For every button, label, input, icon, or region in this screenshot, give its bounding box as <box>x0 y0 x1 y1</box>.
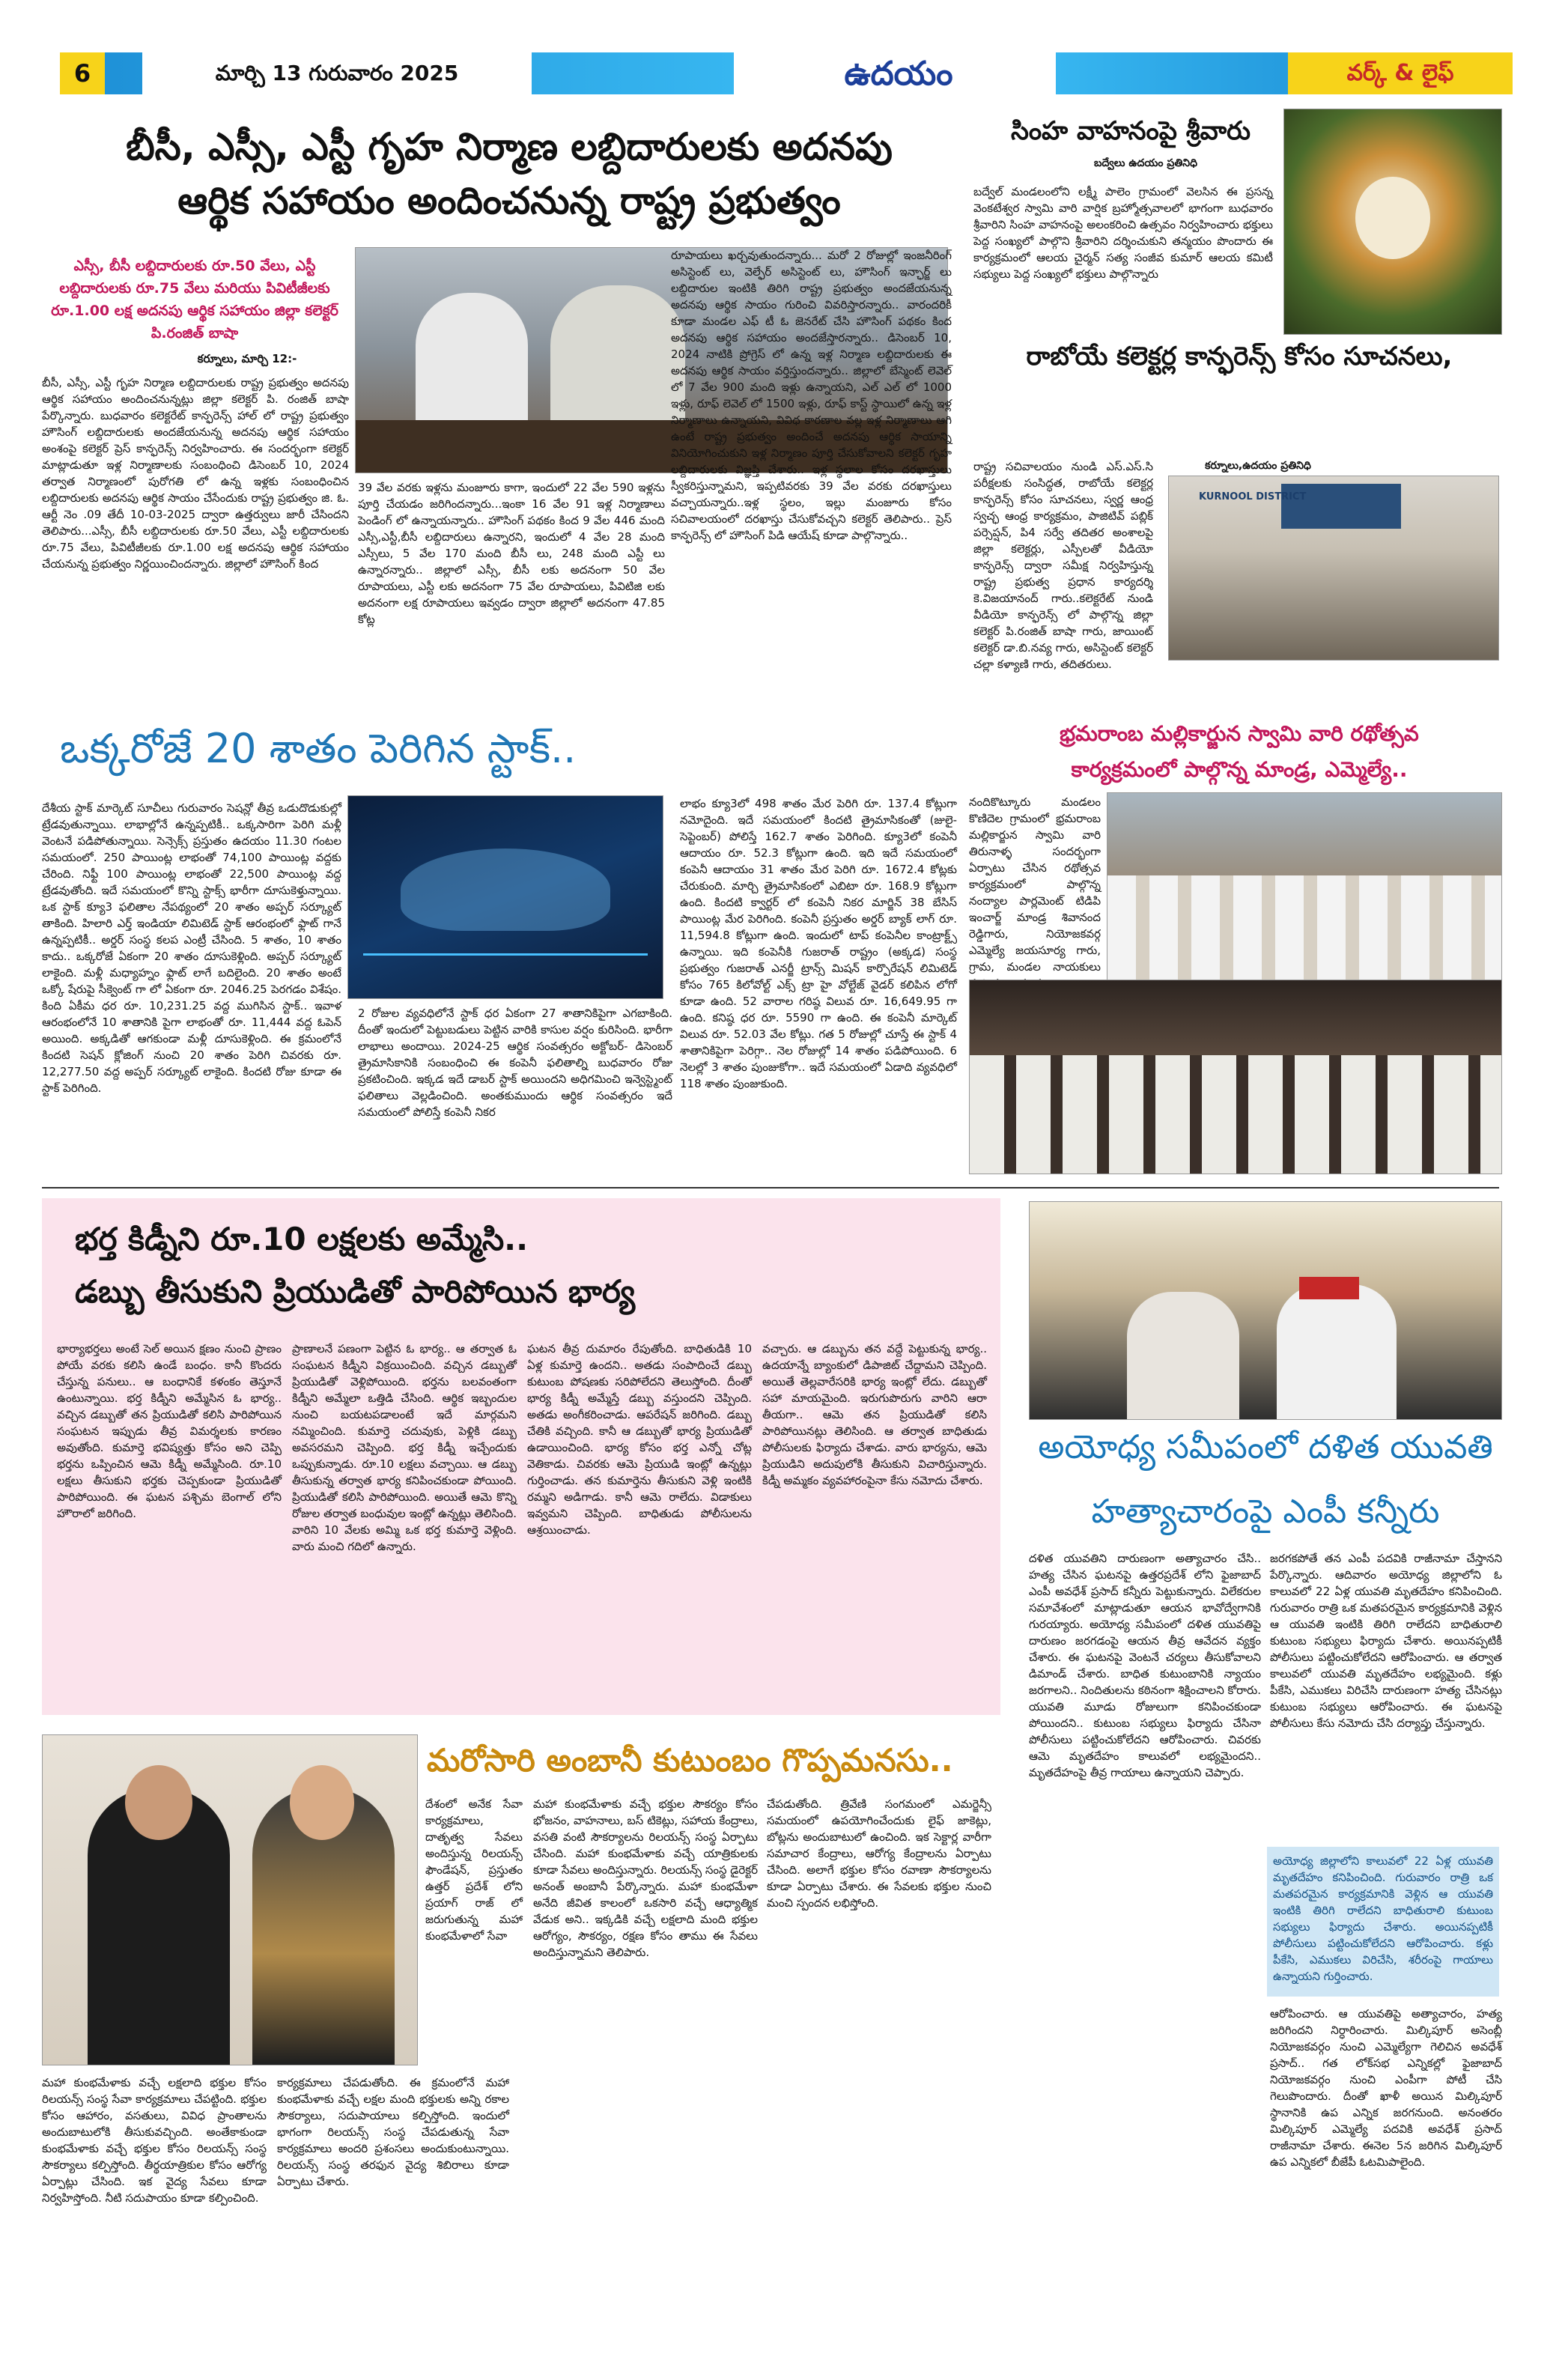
ambani-col-narrow: దేశంలో అనేక సేవా కార్యక్రమాలు, దాతృత్వ సేవలు అందిస్తున్న రిలయన్స్ ఫౌండేషన్, ప్రస్తుతం ఉత్తర్ ప్రదేశ్ లోని ప్రయాగ్ రాజ్ లో జరుగుతున్న మహా కుంభమేళాలో సేవా <box>425 1797 523 1943</box>
ayodhya-boxed-content: అయోధ్య జిల్లాలోని కాలువలో 22 ఏళ్ల యువతి మృతదేహం కనిపించింది. గురువారం రాత్రి ఒక మతపరమైన కార్యక్రమానికి వెళ్లిన ఆ యువతి ఇంటికి తిరిగి రాలేదని బాధితురాలి కుటుంబ సభ్యులు ఫిర్యాదు చేశారు. అయినప్పటికీ పోలీసులు పట్టించుకోలేదని ఆరోపించారు. కళ్లు పీకేసి, ఎముకలు విరిచేసి, శరీరంపై గాయాలు ఉన్నాయని గుర్తించారు. <box>1273 1854 1493 1983</box>
kidney-headline <box>75 1213 973 1318</box>
housing-dateline: కర్నూలు, మార్చి 12:- <box>197 352 297 365</box>
collectors-photo-caption: KURNOOL DISTRICT <box>1199 491 1307 503</box>
rathotsavam-body: నందికొట్కూరు మండలం కొణిదెల గ్రామంలో భ్రమరాంబ మల్లికార్జున స్వామి వారి తిరునాళ్ళ సందర్భంగా ఏర్పాటు చేసిన రథోత్సవ కార్యక్రమంలో పాల్గొన్న నంద్యాల పార్లమెంట్ టిడిపి ఇంచార్జ్ మాండ్ర శివానంద రెడ్డిగారు, నియోజకవర్గ ఎమ్మెల్యే జయసూర్య గారు, గ్రామ, మండల నాయకులు <box>969 795 1101 974</box>
rathotsavam-photo-top <box>1107 792 1502 981</box>
housing-col-3: రూపాయలు ఖర్చవుతుందన్నారు... మరో 2 రోజుల్లో ఇంజనీరింగ్ అసిస్టెంట్ లు, వెల్ఫేర్ అసిస్టెంట్ లు, హౌసింగ్ ఇన్ఛార్జ్ లు లబ్దిదారుల ఇంటికి తిరిగి రాష్ట్ర ప్రభుత్వం అందజేయనున్న అదనపు ఆర్థిక సాయం గురించి వివరిస్తారన్నారు.. వారందరికీ కూడా మండల ఎఫ్ టీ ఓ జెనరేట్ చేసి హౌసింగ్ పథకం కింద అదనపు ఆర్థిక సహాయం అందజేస్తారన్నారు.. డిసెంబర్ 10, 2024 నాటికి ప్రోగ్రెస్ లో ఉన్న ఇళ్ల నిర్మాణ లబ్దిదారులకు ఈ అదనపు ఆర్థిక సాయం వర్తిస్తుందన్నారు.. జిల్లాలో బేస్మెంట్ లెవెల్ లో 7 వేల 900 మంది ఇళ్లు ఉన్నాయని, ఎల్ ఎల్ లో 1000 ఇళ్లు, రూఫ్ లెవెల్ లో 1500 ఇళ్లు, రూఫ్ కాస్ట్ స్థాయిలో ఉన్న ఇళ్ల నిర్మాణాలు ఉన్నాయని, వివిధ కారణాల వల్ల ఇళ్ల నిర్మాణాలు ఆగి ఉంటే రాష్ట్ర ప్రభుత్వం అందించే అదనపు ఆర్థిక సాయాన్ని వినియోగించుకుని ఇళ్ల నిర్మాణం పూర్తి చేసుకోవాలని కలెక్టర్ గృహ లబ్దిదారులకు విజ్ఞప్తి చేశారు.. ఇళ్ల స్థలాల కోసం దరఖాస్తులు స్వీకరిస్తున్నామని, ఇప్పటివరకు 39 వేల వరకు దరఖాస్తులు వచ్చాయన్నారు..ఇళ్ల స్థలం, ఇల్లు మంజూరు కోసం సచివాలయంలో దరఖాస్తు చేసుకోవచ్చని కలెక్టర్ తెలిపారు.. ప్రెస్ కాన్ఫరెన్స్ లో హౌసింగ్ పిడి ఆయేష్ కూడా పాల్గొన్నారు.. <box>671 249 952 542</box>
kidney-col-1: భార్యాభర్తలు అంటే సెల్ అయిన క్షణం నుంచి ప్రాణం పోయే వరకు కలిసి ఉండే బంధం. కానీ కొందరు చేస్తున్న పనులు.. ఆ బంధానికే కళంకం తెస్తూనే ఉంటున్నాయి. భర్త కిడ్నీని అమ్మేసిన ఓ భార్య.. వచ్చిన డబ్బుతో తన ప్రియుడితో కలిసి పారిపోయిన సంఘటన ఇప్పుడు తీవ్ర విమర్శలకు కారణం అవుతోంది. కుమార్తె భవిష్యత్తు కోసం అని చెప్పి భర్తను ఒప్పించిన ఆమె కిడ్నీ అమ్మేసింది. రూ.10 లక్షలు తీసుకుని భర్తకు చెప్పకుండా ప్రియుడితో పారిపోయింది. ఈ ఘటన పశ్చిమ బెంగాల్ లోని హౌరాలో జరిగింది. <box>57 1342 282 1520</box>
stock-col-3: లాభం క్యూ3లో 498 శాతం మేర పెరిగి రూ. 137.4 కోట్లుగా నమోదైంది. ఇదే సమయంలో కిందటి త్రైమాసికంతో (జులై- సెప్టెంబర్) పోలిస్తే 162.7 శాతం పెరిగింది. క్యూ3లో కంపెనీ ఆదాయం రూ. 52.3 కోట్లుగా ఉంది. ఇది ఇదే సమయంలో కంపెనీ ఆదాయం 31 శాతం మేర పెరిగి రూ. 1672.4 కోట్లకు చేరుకుంది. మార్చి త్రైమాసికంలో ఎబిటా రూ. 168.9 కోట్లుగా ఉంది. కిందటి క్వార్టర్ లో కంపెనీ నికర మార్జిన్ 38 బేసిస్ పాయింట్ల మేర పెరిగింది. కంపెనీ ప్రస్తుతం అర్డర్ బ్యాక్ లాగ్ రూ. 11,594.8 కోట్లుగా ఉంది. ఇందులో టాప్ కంపెనీల కాంట్రాక్ట్స్ ఉన్నాయి. ఇది కంపెనీకి గుజరాత్ రాష్ట్రం (అక్కడ) సంస్థ ప్రభుత్వం గుజరాత్ ఎనర్జీ ట్రాన్స్ మిషన్ కార్పొరేషన్ లిమిటెడ్ కోసం 765 కిలోవోల్ట్ ఎక్స్ ట్రా హై వోల్టేజ్ వైడర్ కలిపిన లోగో కూడా ఉంది. 52 వారాల గరిష్ఠ విలువ రూ. 16,649.95 గా ఉంది. కనిష్ఠ ధర రూ. 5590 గా ఉంది. ఈ కంపెనీ మార్కెట్ విలువ రూ. 52.03 వేల కోట్లు. గత 5 రోజుల్లో చూస్తే ఈ స్టాక్ 4 శాతానికిపైగా పెరిగ్గా.. నెల రోజుల్లో 14 శాతం పడిపోయింది. 6 నెలల్లో 3 శాతం పుంజుకోగా.. ఇదే సమయంలో ఏడాది వ్యవధిలో 118 శాతం పుంజుకుంది. <box>680 797 957 1090</box>
ayodhya-col-2-tail: ఆరోపించారు. ఆ యువతిపై అత్యాచారం, హత్య జరిగిందని నిర్ధారించారు. మిల్కిపూర్ అసెంబ్లీ నియోజకవర్గం నుంచి ఎమ్మెల్యేగా గెలిచిన అవధేశ్ ప్రసాద్.. గత లోక్‌సభ ఎన్నికల్లో ఫైజాబాద్ నియోజకవర్గం నుంచి ఎంపీగా పోటీ చేసి గెలుపొందారు. దీంతో ఖాళీ అయిన మిల్కిపూర్ స్థానానికి ఉప ఎన్నిక జరగనుంది. అనంతరం మిల్కిపూర్ ఎమ్మెల్యే పదవికి అవధేశ్ ప్రసాద్ రాజీనామా చేశారు. ఈనెల 5న జరిగిన మిల్కిపూర్ ఉప ఎన్నికలో బీజేపీ ఓటమిపాలైంది. <box>1270 2007 1502 2169</box>
date-box <box>142 52 532 94</box>
ayodhya-photo-cap <box>1299 1277 1359 1299</box>
ambani-col-under-photo: మహా కుంభమేళాకు వచ్చే లక్షలాది భక్తుల కోసం రిలయన్స్ సంస్థ సేవా కార్యక్రమాలు చేపట్టింది. భక్తుల కోసం ఆహారం, వసతులు, వివిధ ప్రాంతాలను అందుబాటులోకి తీసుకువచ్చింది. అంతేకాకుండా కుంభమేళాకు వచ్చే భక్తుల కోసం రిలయన్స్ సంస్థ సౌకర్యాలు కల్పిస్తోంది. తీర్థయాత్రికుల కోసం ఆరోగ్య ఏర్పాట్లు చేసింది. ఇక వైద్య సేవలు కూడా నిర్వహిస్తోంది. నీటి సదుపాయం కూడా కల్పించింది. <box>42 2076 267 2205</box>
page-number: 6 <box>73 59 91 88</box>
collectors-body-top: రాష్ట్ర సచివాలయం నుండి ఎస్.ఎస్.సి పరీక్షలకు సంసిద్ధత, రాబోయే కలెక్టర్ల కాన్ఫరెన్స్ కోసం సూచనలు, స్వర్ణ ఆంధ్ర స్వచ్ఛ ఆంధ్ర కార్యక్రమం, పాజిటివ్ పబ్లిక్ పర్సెప్షన్, పి4 సర్వే తదితర అంశాలపై జిల్లా కలెక్టర్లు, ఎస్పీలతో వీడియో కాన్ఫరెన్స్ ద్వారా సమీక్ష నిర్వహిస్తున్న రాష్ట్ర ప్రభుత్వ ప్రధాన కార్యదర్శి కె.విజయానంద్ గారు..కలెక్టరేట్ నుండి వీడియో కాన్ఫరెన్స్ లో పాల్గొన్న జిల్లా కలెక్టర్ పి.రంజిత్ బాషా గారు, జాయింట్ కలెక్టర్ డా.బి.నవ్య గారు, అసిస్టెంట్ కలెక్టర్ చల్లా కళ్యాణి గారు, తదితరులు. <box>973 460 1153 671</box>
collectors-photo-screen <box>1281 484 1401 529</box>
stock-headline: ఒక్కరోజే 20 శాతం పెరిగిన స్టాక్.. <box>60 725 577 772</box>
kidney-col-4: వచ్చారు. ఆ డబ్బును తన వద్దే పెట్టుకున్న భార్య.. ఉదయాన్నే బ్యాంకులో డిపాజిట్ చేద్దామని చెప్పింది. అయితే తెల్లవారేసరికి భార్య ఇంట్లో లేదు. డబ్బుతో సహా మాయమైంది. ఇరుగుపొరుగు వారిని ఆరా తీయగా.. ఆమె తన ప్రియుడితో కలిసి పారిపోయినట్లు తెలిసింది. ఆ తర్వాత బాధితుడు పోలీసులకు ఫిర్యాదు చేశాడు. వారు భార్యను, ఆమె ప్రియుడిని అదుపులోకి తీసుకుని విచారిస్తున్నారు. కిడ్నీ అమ్మకం వ్యవహారంపైనా కేసు నమోదు చేశారు. <box>762 1342 987 1487</box>
masthead <box>60 52 1513 97</box>
kidney-col-2: ప్రాణాలనే పణంగా పెట్టిన ఓ భార్య.. ఆ తర్వాత ఓ సంఘటన కిడ్నీని విక్రయించింది. వచ్చిన డబ్బుతో ప్రియుడితో వెళ్లిపోయింది. భర్తను బలవంతంగా కిడ్నీని అమ్మేలా ఒత్తిడి చేసింది. ఆర్థిక ఇబ్బందుల నుంచి బయటపడాలంటే ఇదే మార్గమని నమ్మించింది. కుమార్తె చదువుకు, పెళ్లికి డబ్బు అవసరమని చెప్పింది. భర్త కిడ్నీ ఇచ్చేందుకు ఒప్పుకున్నాడు. రూ.10 లక్షలు వచ్చాయి. ఆ డబ్బు తీసుకున్న తర్వాత భార్య కనిపించకుండా పోయింది. ప్రియుడితో కలిసి పారిపోయింది. అయితే ఆమె కొన్ని రోజుల తర్వాత బంధువుల ఇంట్లో ఉన్నట్లు తెలిసింది. వారిని 10 వేలకు అమ్మి ఒక భర్త కుమార్తె వెళ్లింది. వారు మంచి గదిలో ఉన్నారు. <box>292 1342 517 1553</box>
housing-headline-line1: బీసీ, ఎస్సీ, ఎస్టీ గృహ నిర్మాణ లబ్దిదారులకు అదనపు <box>126 125 893 169</box>
page-number-box <box>60 52 105 94</box>
collectors-headline: రాబోయే కలెక్టర్ల కాన్ఫరెన్స్ కోసం సూచనలు, <box>1026 341 1453 371</box>
ayodhya-headline-line2: హత్యాచారంపై ఎంపీ కన్నీరు <box>1091 1493 1440 1531</box>
ambani-col-4: మహా కుంభమేళాకు వచ్చే భక్తుల సౌకర్యం కోసం భోజనం, వాహనాలు, బస్ టికెట్లు, సహాయ కేంద్రాలు, వసతి వంటి సౌకర్యాలను రిలయన్స్ సంస్థ ఏర్పాటు చేసింది. మహా కుంభమేళాకు వచ్చే యాత్రికులకు కూడా సేవలు అందిస్తున్నారు. రిలయన్స్ సంస్థ డైరెక్టర్ అనంత్ అంబానీ పేర్కొన్నారు. మహా కుంభమేళా అనేది జీవిత కాలంలో ఒకసారి వచ్చే ఆధ్యాత్మిక వేడుక అని.. ఇక్కడికి వచ్చే లక్షలాది మంది భక్తుల ఆరోగ్యం, సౌకర్యం, రక్షణ కోసం తాము ఈ సేవలు అందిస్తున్నామని తెలిపారు. <box>533 1797 758 1959</box>
ayodhya-photo-person-1 <box>1127 1292 1239 1419</box>
housing-deck: ఎస్సీ, బీసీ లబ్దిదారులకు రూ.50 వేలు, ఎస్టీ లబ్దిదారులకు రూ.75 వేలు మరియు పివిటీజీలకు రూ.1.00 లక్ష అదనపు ఆర్థిక సహాయం జిల్లా కలెక్టర్ పి.రంజిత్ బాషా <box>51 258 338 341</box>
kidney-headline-line1: భర్త కిడ్నీని రూ.10 లక్షలకు అమ్మేసి.. <box>75 1221 529 1257</box>
ayodhya-boxed-text <box>1267 1847 1499 1997</box>
ambani-col-3: కార్యక్రమాలు చేపడుతోంది. ఈ క్రమంలోనే మహా కుంభమేళాకు వచ్చే లక్షల మంది భక్తులకు అన్ని రకాల సౌకర్యాలు, సదుపాయాలు కల్పిస్తోంది. ఇందులో భాగంగా రిలయన్స్ సంస్థ చేపడుతున్న సేవా కార్యక్రమాలు అందరి ప్రశంసలు అందుకుంటున్నాయి. రిలయన్స్ సంస్థ తరఫున వైద్య శిబిరాలు కూడా ఏర్పాటు చేశారు. <box>277 2076 509 2188</box>
stock-photo <box>347 795 663 999</box>
vahanam-byline: బద్వేలు ఉదయం ప్రతినిధి <box>1094 157 1197 169</box>
rathotsavam-headline-line2: కార్యక్రమంలో పాల్గొన్న మాండ్ర, ఎమ్మెల్యే.. <box>1071 757 1408 782</box>
section-box <box>1288 52 1513 94</box>
issue-date: మార్చి 13 గురువారం 2025 <box>215 61 459 85</box>
housing-col-1: బీసీ, ఎస్సీ, ఎస్టీ గృహ నిర్మాణ లబ్దిదారులకు రాష్ట్ర ప్రభుత్వం అదనపు ఆర్థిక సహాయం అందించనున్నట్లు జిల్లా కలెక్టర్ పి. రంజిత్ బాషా పేర్కొన్నారు. బుధవారం కలెక్టరేట్ కాన్ఫరెన్స్ హాల్ లో రాష్ట్ర ప్రభుత్వం హౌసింగ్ లబ్దిదారులకు అందజేయనున్న అదనపు ఆర్థిక సహాయం అంశంపై కలెక్టర్ ప్రెస్ కాన్ఫరెన్స్ నిర్వహించారు. ఈ సందర్భంగా కలెక్టర్ మాట్లాడుతూ ఇళ్ల నిర్మాణాలకు సంబంధించి డిసెంబర్ 10, 2024 తర్వాత నిర్మాణంలో పురోగతి లో ఉన్న ఇళ్లకు సంబంధించిన లబ్దిదారులకు అదనపు ఆర్థిక సాయం చేసేందుకు రాష్ట్ర ప్రభుత్వం జి. ఓ. ఆర్టీ నెం .09 తేదీ 10-03-2025 ద్వారా ఉత్తర్వులు జారీ చేసిందని తెలిపారు...ఎస్సీ, బీసీ లబ్దిదారులకు రూ.50 వేలు, ఎస్టీ లబ్దిదారులకు రూ.75 వేలు, పివిటీజీలకు రూ.1.00 లక్ష అదనపు ఆర్థిక సహాయం చేయనున్న ప్రభుత్వం నిర్ణయించిందన్నారు. జిల్లాలో హౌసింగ్ కింద <box>42 376 349 571</box>
housing-col-2: 39 వేల వరకు ఇళ్లను మంజూరు కాగా, ఇందులో 22 వేల 590 ఇళ్లను పూర్తి చేయడం జరిగిందన్నారు...ఇంకా 16 వేల 91 ఇళ్ల నిర్మాణాలు పెండింగ్ లో ఉన్నాయన్నారు.. హౌసింగ్ పథకం కింద 9 వేల 446 మంది ఎస్సీ,ఎస్టీ,బీసీ లబ్దిదారులు ఉన్నారని, ఇందులో 4 వేల 28 మంది ఎస్సీలు, 5 వేల 170 మంది బీసీ లు, 248 మంది ఎస్టీ లు ఉన్నారన్నారు.. జిల్లాలో ఎస్సీ, బీసీ లకు అదనంగా 50 వేల రూపాయలు, ఎస్టీ లకు అదనంగా 75 వేల రూపాయలు, పివిటిజి లకు అదనంగా లక్ష రూపాయలు ఇవ్వడం ద్వారా జిల్లాలో అదనంగా 47.85 కోట్ల <box>358 481 665 626</box>
housing-headline <box>67 120 951 228</box>
housing-headline-line2: ఆర్థిక సహాయం అందించనున్న రాష్ట్ర ప్రభుత్వం <box>177 179 841 222</box>
crowd-row <box>1107 875 1501 980</box>
ayodhya-photo <box>1029 1201 1502 1420</box>
ambani-col-5: చేపడుతోంది. త్రివేణి సంగమంలో ఎమర్జెన్సీ సమయంలో ఉపయోగించేందుకు లైఫ్ జాకెట్లు, బోట్లను అందుబాటులో ఉంచింది. ఇక సెక్టార్ల వారీగా సమాచార కేంద్రాలు, ఆరోగ్య కేంద్రాలను ఏర్పాటు చేసింది. అలాగే భక్తుల కోసం రవాణా సౌకర్యాలను కూడా ఏర్పాటు చేశారు. ఈ సేవలకు భక్తుల నుంచి మంచి స్పందన లభిస్తోంది. <box>767 1797 991 1910</box>
kidney-headline-line2: డబ్బు తీసుకుని ప్రియుడితో పారిపోయిన భార్య <box>75 1273 636 1310</box>
stock-col-2: 2 రోజుల వ్యవధిలోనే స్టాక్ ధర ఏకంగా 27 శాతానికిపైగా ఎగబాకింది. దీంతో ఇందులో పెట్టుబడులు పెట్టిన వారికి కాసుల వర్షం కురిసింది. భారీగా లాభాలు అందాయి. 2024-25 ఆర్థిక సంవత్సరం అక్టోబర్- డిసెంబర్ త్రైమాసికానికి సంబంధించి ఈ కంపెనీ ఫలితాల్ని బుధవారం రోజు ప్రకటించింది. ఇక్కడ ఇదే డాబర్ స్టాక్ అయిందని అధిగమించి ఇన్వెస్ట్మెంట్ ఫలితాలు వెల్లడించింది. అంతకుముందు ఆర్థిక సంవత్సరం ఇదే సమయంలో పోలిస్తే కంపెనీ నికర <box>358 1007 672 1119</box>
paper-name: ఉదయం <box>844 55 953 93</box>
rathotsavam-headline-line1: భ్రమరాంబ మల్లికార్జున స్వామి వారి రథోత్సవ <box>1060 721 1419 746</box>
kidney-col-3: ఘటన తీవ్ర దుమారం రేపుతోంది. బాధితుడికి 10 ఏళ్ల కుమార్తె ఉందని.. అతడు సంపాదించే డబ్బు కుటుంబ పోషణకు సరిపోలేదని తెలుస్తోంది. దీంతో భార్య కిడ్నీ అమ్మేస్తే డబ్బు వస్తుందని చెప్పింది. అతడు అంగీకరించాడు. ఆపరేషన్ జరిగింది. డబ్బు చేతికి వచ్చింది. కానీ ఆ డబ్బుతో భార్య ప్రియుడితో ఉడాయించింది. భార్య కోసం భర్త ఎన్నో చోట్ల వెతికాడు. చివరకు ఆమె ప్రియుడి ఇంట్లో ఉన్నట్లు గుర్తించాడు. తన కుమార్తెను తీసుకుని వెళ్లి ఇంటికి రమ్మని అడిగాడు. కానీ ఆమె రాలేదు. విడాకులు ఇవ్వమని చెప్పింది. బాధితుడు పోలీసులను ఆశ్రయించాడు. <box>527 1342 752 1537</box>
stock-col-1: దేశీయ స్టాక్ మార్కెట్ సూచీలు గురువారం సెషన్లో తీవ్ర ఒడుదొడుకుల్లో ట్రేడవుతున్నాయి. లాభాల్లోనే ఉన్నప్పటికీ.. ఒక్కసారిగా పెరిగి మళ్లీ వెంటనే పడిపోతున్నాయి. సెన్సెక్స్ ప్రస్తుతం ఉదయం 11.30 గంటల సమయంలో. 250 పాయింట్ల లాభంతో 74,100 పాయింట్ల వద్దకు చేరింది. నిఫ్టీ 100 పాయింట్ల లాభంతో 22,500 పాయింట్ల వద్ద ట్రేడవుతోంది. ఇదే సమయంలో కొన్ని స్టాక్స్ భారీగా దూసుకెళ్తున్నాయి. ఒక స్టాక్ క్యూ3 ఫలితాల నేపథ్యంలో 20 శాతం అప్పర్ సర్క్యూట్ తాకింది. హిలారి ఎర్త్ ఇండియా లిమిటెడ్ స్టాక్ ఆరంభంలో ఫ్లాట్ గానే ఉన్నప్పటికీ.. అర్డర్ సంస్థ కలప ఎంట్రీ చేసింది. 5 శాతం, 10 శాతం కాదు.. ఒక్కరోజే ఏకంగా 20 శాతం దూసుకెళ్లింది. అప్పర్ సర్క్యూట్ లాకైంది. మళ్లీ మధ్యాహ్నం ఫ్లాట్ లాగే బదిలైంది. 20 శాతం అంటే ఒక్కో షేరుపై సీక్వెంట్ గా లో ఏకంగా రూ. 2046.25 పెరగడం విశేషం. కింది ఏకీమ ధర రూ. 10,231.25 వద్ద ముగిసిన స్టాక్.. ఇవాళ ఆరంభంలోనే 10 శాతానికి పైగా లాభంతో రూ. 11,444 వద్ద ఓపెన్ అయింది. అక్కడితో ఆగకుండా మళ్లీ దూసుకెళ్లింది. ఈ క్రమంలోనే కిందటి సెషన్ క్లోజింగ్ నుంచి 20 శాతం పెరిగి చివరకు రూ. 12,277.50 వద్ద అప్పర్ సర్క్యూట్ లాకైంది. కిందటి రోజు కూడా ఈ స్టాక్ పెరిగింది. <box>42 801 341 1095</box>
ambani-photo-man-face <box>125 1765 192 1840</box>
ayodhya-photo-person-2 <box>1277 1284 1397 1419</box>
paper-logo <box>756 52 1041 97</box>
ayodhya-col-1: దళిత యువతిని దారుణంగా అత్యాచారం చేసి.. హత్య చేసిన ఘటనపై ఉత్తరప్రదేశ్ లోని ఫైజాబాద్ ఎంపీ అవధేశ్ ప్రసాద్ కన్నీరు పెట్టుకున్నారు. విలేకరుల సమావేశంలో మాట్లాడుతూ ఆయన భావోద్వేగానికి గురయ్యారు. అయోధ్య సమీపంలో దళిత యువతిపై దారుణం జరగడంపై ఆయన తీవ్ర ఆవేదన వ్యక్తం చేశారు. ఈ ఘటనపై వెంటనే చర్యలు తీసుకోవాలని డిమాండ్ చేశారు. బాధిత కుటుంబానికి న్యాయం జరగాలని.. నిందితులను కఠినంగా శిక్షించాలని కోరారు. యువతి మూడు రోజులుగా కనిపించకుండా పోయిందని.. కుటుంబ సభ్యులు ఫిర్యాదు చేసినా పోలీసులు పట్టించుకోలేదని ఆరోపించారు. చివరకు ఆమె మృతదేహం కాలువలో లభ్యమైందని.. మృతదేహంపై తీవ్ర గాయాలు ఉన్నాయని చెప్పారు. <box>1029 1552 1261 1779</box>
section-name: వర్క్ & లైఫ్ <box>1346 60 1454 86</box>
rathotsavam-photo-bottom <box>969 980 1502 1174</box>
ayodhya-col-2: జరగకపోతే తన ఎంపీ పదవికి రాజీనామా చేస్తానని పేర్కొన్నారు. ఆదివారం అయోధ్య జిల్లాలోని ఓ కాలువలో 22 ఏళ్ల యువతి మృతదేహం కనిపించింది. గురువారం రాత్రి ఒక మతపరమైన కార్యక్రమానికి వెళ్లిన ఆ యువతి ఇంటికి తిరిగి రాలేదని బాధితురాలి కుటుంబ సభ్యులు ఫిర్యాదు చేశారు. అయినప్పటికీ పోలీసులు పట్టించుకోలేదని ఆరోపించారు. ఆ తర్వాత కాలువలో యువతి మృతదేహం లభ్యమైంది. కళ్లు పీకేసి, ఎముకలు విరిచేసి దారుణంగా హత్య చేసినట్లు కుటుంబ సభ్యులు ఆరోపించారు. ఈ ఘటనపై పోలీసులు కేసు నమోదు చేసి దర్యాప్తు చేస్తున్నారు. <box>1270 1552 1502 1730</box>
ambani-headline: మరోసారి అంబానీ కుటుంబం గొప్పమనసు.. <box>427 1742 953 1779</box>
ayodhya-headline <box>1026 1415 1505 1544</box>
collectors-photo <box>1168 476 1499 661</box>
collectors-byline: కర్నూలు,ఉదయం ప్రతినిధి <box>1205 460 1311 472</box>
section-divider <box>42 1187 1499 1188</box>
vahanam-photo <box>1283 109 1502 335</box>
vahanam-body: బద్వేల్ మండలంలోని లక్ష్మీ పాలెం గ్రామంలో వెలసిన ఈ ప్రసన్న వెంకటేశ్వర స్వామి వారి వార్షిక బ్రహ్మోత్సవాలలో భాగంగా బుధవారం శ్రీవారిని సింహ వాహనంపై అలంకరించి ఉత్సవం నిర్వహించారు భక్తులు పెద్ద సంఖ్యలో పాల్గొని శ్రీవారిని దర్శించుకుని తన్మయం పొందారు ఈ కార్యక్రమంలో ఆలయ చైర్మన్ సత్య సంజీవ కుమార్ ఆలయ కమిటీ సభ్యులు పెద్ద సంఖ్యలో భక్తులు పాల్గొన్నారు <box>973 185 1273 281</box>
stock-chart-line <box>363 953 648 956</box>
ambani-photo-woman-face <box>290 1765 354 1840</box>
rathotsavam-headline <box>973 716 1505 788</box>
ayodhya-headline-line1: అయోధ్య సమీపంలో దళిత యువతి <box>1038 1428 1493 1466</box>
deity-face <box>1355 177 1430 259</box>
ambani-photo <box>42 1734 418 2065</box>
vahanam-headline: సింహ వాహనంపై శ్రీవారు <box>1010 116 1251 146</box>
crowd-row-bottom <box>970 1055 1501 1174</box>
bull-bear-shape <box>401 848 610 931</box>
